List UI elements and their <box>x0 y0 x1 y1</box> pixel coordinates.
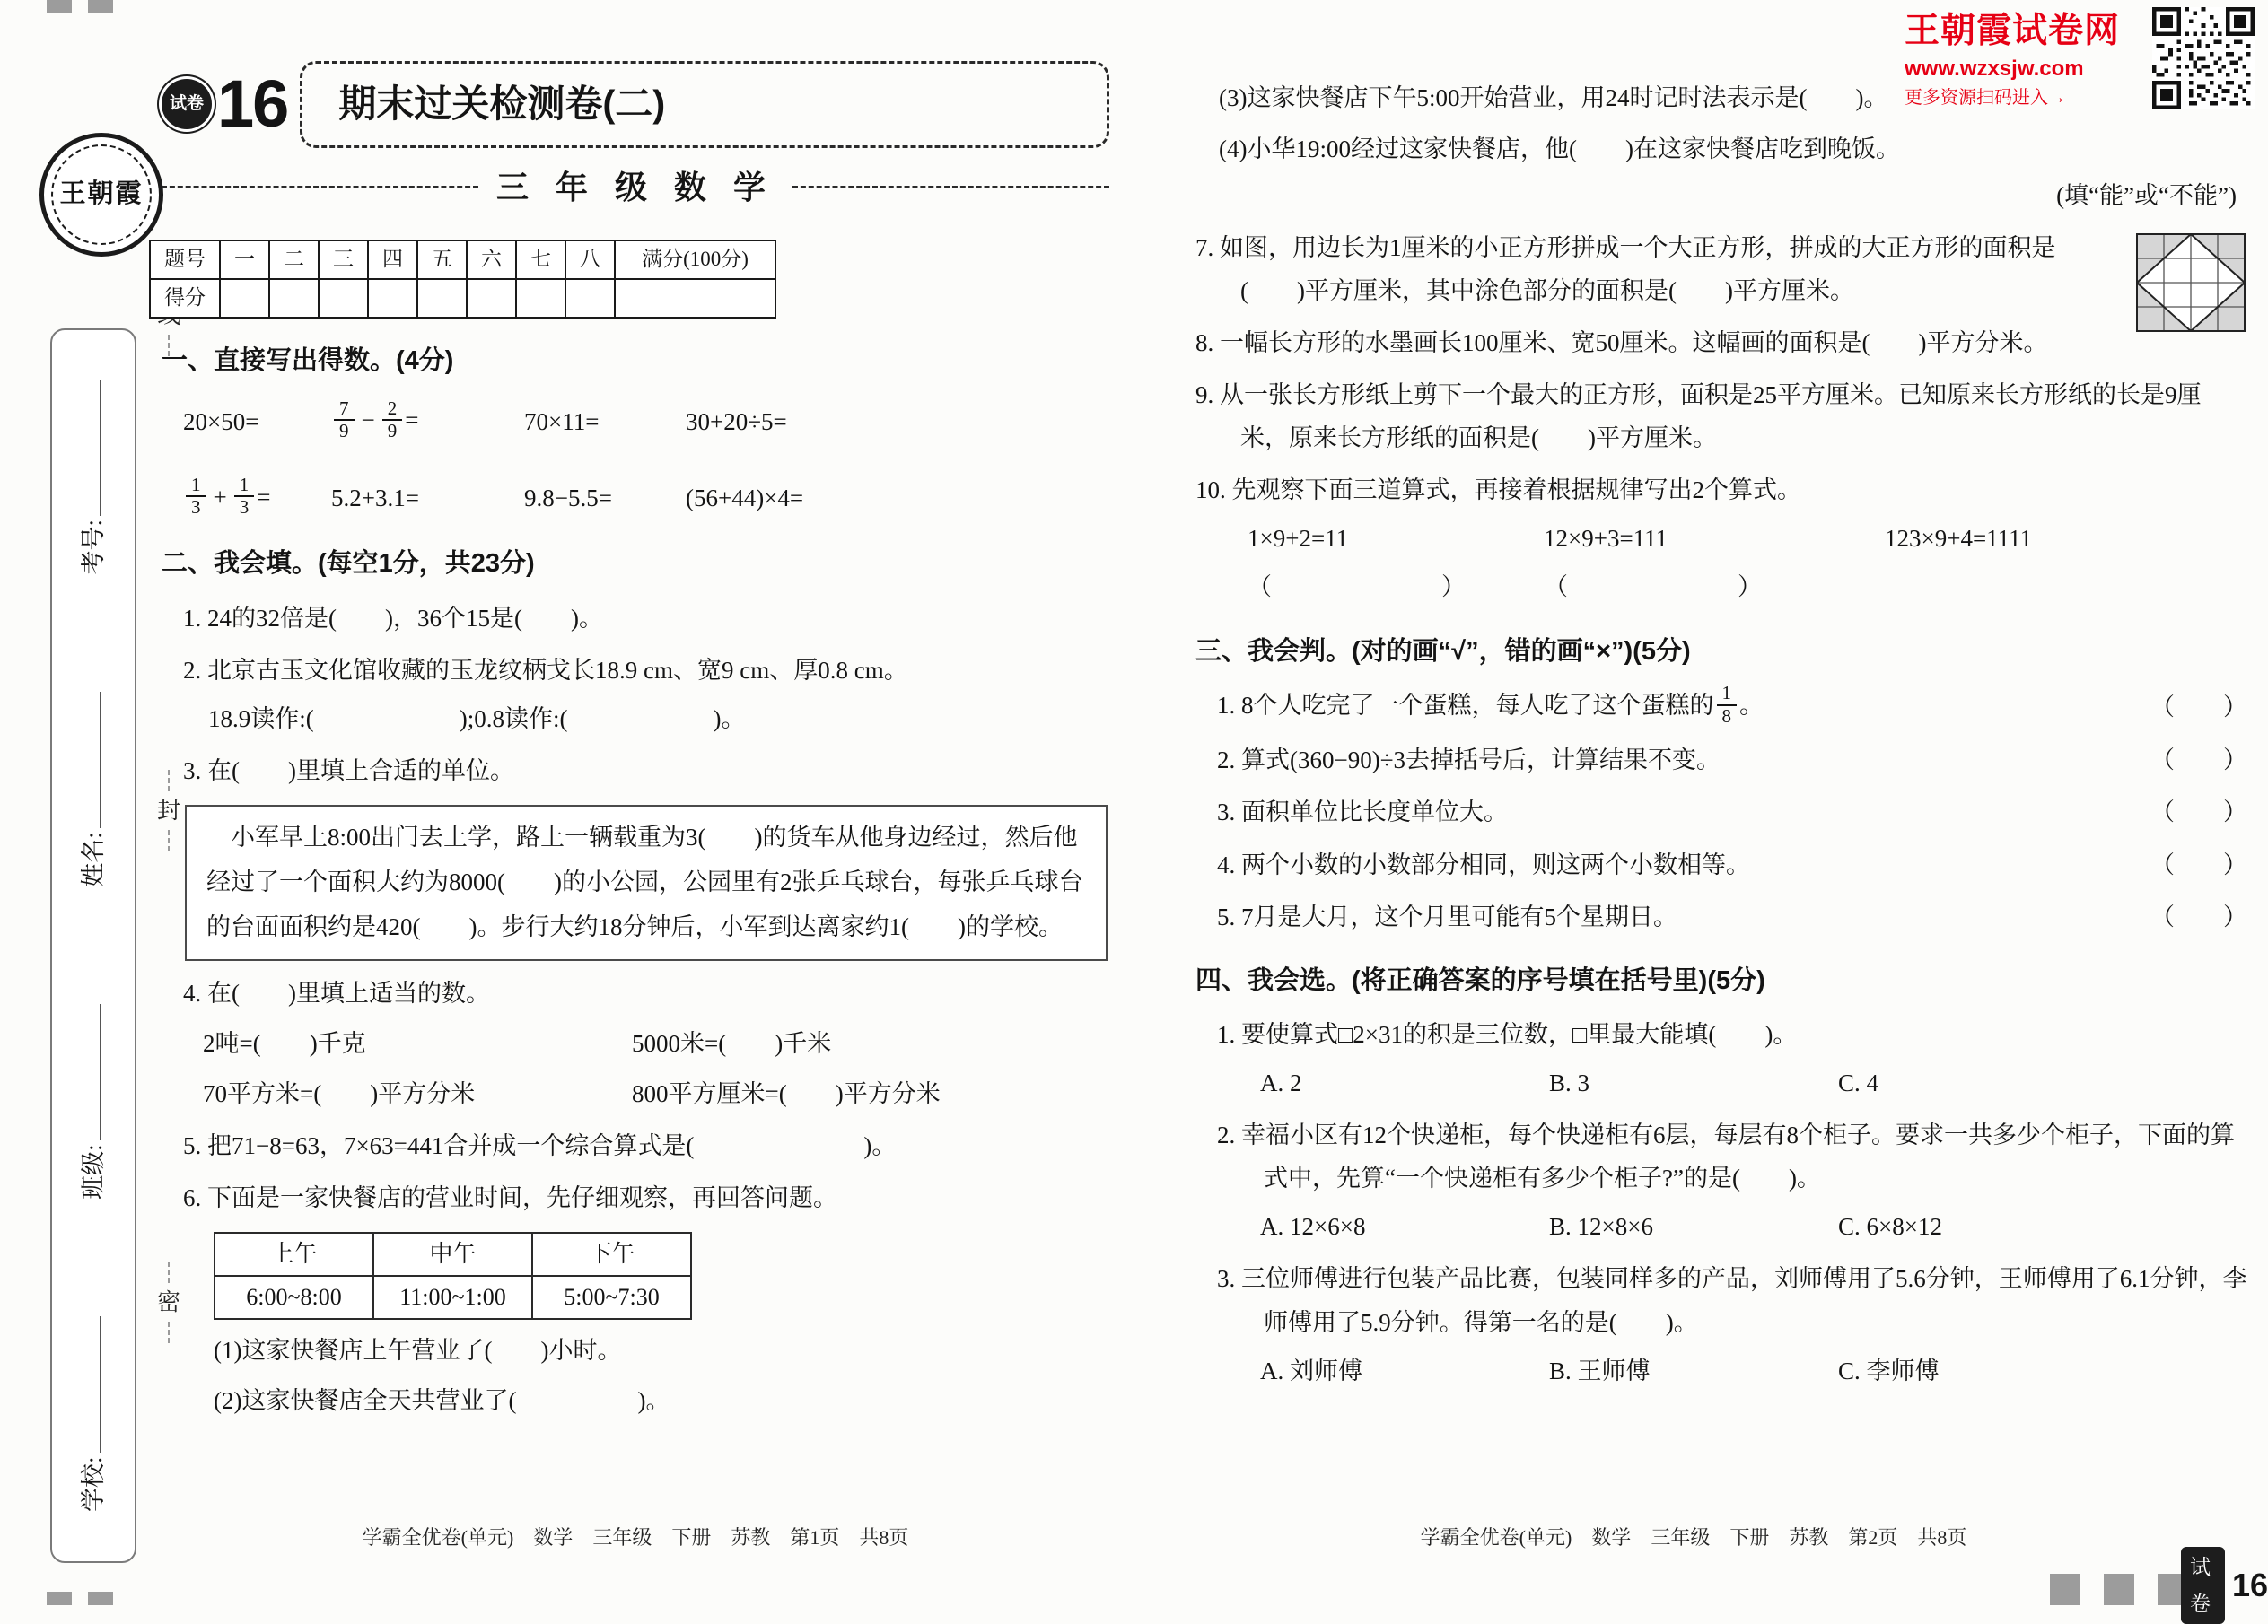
judge-item-1 <box>1195 684 2247 729</box>
fraction-numerator: 1 <box>186 475 206 498</box>
choice-option: B. 12×8×6 <box>1549 1213 1653 1241</box>
operator: + <box>213 483 227 511</box>
fraction <box>186 475 206 519</box>
choice-options-3 <box>1195 1349 2247 1393</box>
field-class <box>72 1004 115 1200</box>
score-col-header: 八 <box>565 240 615 279</box>
fill-item-6: 6. 下面是一家快餐店的营业时间，先仔细观察，再回答问题。 <box>183 1183 837 1211</box>
choice-question-1: 1. 要使算式□2×31的积是三位数，□里最大能填( )。 <box>1217 1021 1798 1049</box>
score-table <box>149 240 776 319</box>
hours-value: 6:00~8:00 <box>215 1276 373 1319</box>
hours-header-row <box>215 1233 691 1276</box>
brand-site-url: www.wzxsjw.com <box>1905 56 2084 81</box>
answer-blank: （ ） <box>2150 693 2247 720</box>
publisher-seal <box>39 133 163 257</box>
hours-value: 11:00~1:00 <box>373 1276 532 1319</box>
choice-option: B. 王师傅 <box>1549 1357 1651 1384</box>
seal-line-char: 密 <box>153 1256 185 1349</box>
judge-item-3 <box>1195 790 2247 834</box>
score-cell <box>467 279 516 318</box>
hours-col-header: 中午 <box>373 1233 532 1276</box>
score-cell <box>220 279 269 318</box>
score-col-header: 二 <box>269 240 319 279</box>
field-examno <box>72 380 115 575</box>
hours-values-row <box>215 1276 691 1319</box>
fraction-denominator: 9 <box>339 420 349 442</box>
paper-header <box>162 61 1109 216</box>
choice-question-2: 2. 幸福小区有12个快递柜，每个快递柜有6层，每层有8个柜子。要求一共多少个柜子，下面的算式中，先算“一个快递柜有多少个柜子?”的是( )。 <box>1217 1122 2235 1192</box>
fill-item-9: 9. 从一张长方形纸上剪下一个最大的正方形，面积是25平方厘米。已知原来长方形纸的长是9厘米，原来长方形纸的面积是( )平方厘米。 <box>1195 381 2202 452</box>
title-dashed-box <box>300 61 1109 148</box>
sub-question-3: (3)这家快餐店下午5:00开始营业，用24时记时法表示是( )。 <box>1219 84 1888 111</box>
paper-tag-number: 16 <box>2231 1566 2268 1603</box>
section-2-title: 二、我会填。(每空1分，共23分) <box>162 548 535 578</box>
score-cell <box>417 279 467 318</box>
answer-blank: （ ） <box>1544 573 1762 601</box>
print-mark <box>88 1592 113 1605</box>
publisher-seal-name: 王朝霞 <box>59 179 144 209</box>
page-1 <box>162 61 1109 1422</box>
paper-tag-label: 试卷 <box>2181 1547 2225 1624</box>
score-col-header: 五 <box>417 240 467 279</box>
fill-item-1: 1. 24的32倍是( )，36个15是( )。 <box>183 604 603 632</box>
calc-problem: 70×11= <box>524 407 600 435</box>
dash-decoration <box>162 186 478 188</box>
page-2 <box>1195 68 2247 1393</box>
answer-blank: （ ） <box>2150 799 2247 826</box>
print-mark <box>47 0 72 13</box>
pattern-equation: 1×9+2=11 <box>1248 525 1349 553</box>
pattern-blanks-row <box>1195 565 2247 608</box>
field-class-label: 班级: <box>79 1144 107 1200</box>
calc-problem <box>183 473 331 521</box>
fill-item-8: 8. 一幅长方形的水墨画长100厘米、宽50厘米。这幅画的面积是( )平方分米。 <box>1195 329 2048 357</box>
score-cell <box>368 279 417 318</box>
answer-blank: （ ） <box>2150 851 2247 878</box>
score-cell <box>319 279 368 318</box>
judge-item-5 <box>1195 895 2247 939</box>
student-fields <box>50 328 136 1563</box>
fraction <box>1717 683 1738 727</box>
page-footer-left: 学霸全优卷(单元) 数学 三年级 下册 苏教 第1页 共8页 <box>362 1526 909 1549</box>
score-table-header-row <box>150 240 775 279</box>
calc-problem: 9.8−5.5= <box>524 485 612 512</box>
fraction-numerator: 1 <box>234 475 255 498</box>
hours-value: 5:00~7:30 <box>532 1276 691 1319</box>
fraction <box>382 398 403 442</box>
fill-item-7 <box>1195 226 2247 312</box>
fill-item-2-cont: 18.9读作:( );0.8读作:( )。 <box>208 704 746 732</box>
equals-sign: = <box>257 483 271 511</box>
choice-option: B. 3 <box>1549 1070 1590 1097</box>
conversion-item: 5000米=( )千米 <box>632 1029 832 1057</box>
section-3-title: 三、我会判。(对的画“√”，错的画“×”)(5分) <box>1195 636 1691 666</box>
score-cell <box>565 279 615 318</box>
sub-question-2: (2)这家快餐店全天共营业了( )。 <box>214 1387 670 1415</box>
choice-option: C. 李师傅 <box>1838 1357 1940 1384</box>
operator: − <box>361 406 375 434</box>
field-name <box>72 692 115 887</box>
score-col-header: 一 <box>220 240 269 279</box>
judge-statement-text: 1. 8个人吃完了一个蛋糕，每人吃了这个蛋糕的 <box>1217 692 1714 720</box>
fraction-numerator: 1 <box>1717 683 1738 706</box>
conversion-item: 70平方米=( )平方分米 <box>203 1079 476 1107</box>
fill-item-10: 10. 先观察下面三道算式，再接着根据规律写出2个算式。 <box>1195 476 1801 504</box>
unit-context-box: 小军早上8:00出门去上学，路上一辆载重为3( )的货车从他身边经过，然后他经过了一个面积大约为8000( )的小公园，公园里有2张乒乓球台，每张乒乓球台的台面面积约是420( )。步行大约18分钟后，小军到达离家约1( )的学校。 <box>185 805 1108 961</box>
fill-item-7-text: 7. 如图，用边长为1厘米的小正方形拼成一个大正方形，拼成的大正方形的面积是( )平方厘米，其中涂色部分的面积是( )平方厘米。 <box>1195 234 2056 305</box>
score-table-score-row <box>150 279 775 318</box>
fraction-denominator: 8 <box>1721 704 1731 727</box>
conversion-item: 800平方厘米=( )平方分米 <box>632 1079 941 1107</box>
answer-hint-note: (填“能”或“不能”) <box>2056 182 2237 210</box>
paper-badge-label: 试卷 <box>169 94 204 114</box>
paper-subtitle: 三 年 级 数 学 <box>496 168 775 205</box>
fraction <box>334 398 355 442</box>
answer-blank: （ ） <box>2150 903 2247 930</box>
choice-option: A. 2 <box>1260 1070 1302 1097</box>
fill-item-3: 3. 在( )里填上合适的单位。 <box>183 756 514 784</box>
choice-option: C. 4 <box>1838 1070 1879 1097</box>
fraction-denominator: 3 <box>191 496 201 519</box>
section-4-title: 四、我会选。(将正确答案的序号填在括号里)(5分) <box>1195 965 1765 995</box>
field-examno-label: 考号: <box>79 520 107 575</box>
fraction-denominator: 9 <box>387 420 398 442</box>
fill-item-5: 5. 把71−8=63，7×63=441合并成一个综合算式是( )。 <box>183 1131 897 1159</box>
judge-statement: 2. 算式(360−90)÷3去掉括号后，计算结果不变。 <box>1217 747 1721 774</box>
paper-badge-icon <box>162 79 212 129</box>
seal-line-char: 封 <box>153 764 185 857</box>
field-school-label: 学校: <box>79 1456 107 1512</box>
field-examno-blank <box>80 380 101 516</box>
calc-problem: (56+44)×4= <box>686 485 804 512</box>
print-mark <box>47 1592 72 1605</box>
field-school-blank <box>80 1316 101 1453</box>
page-footer-right: 学霸全优卷(单元) 数学 三年级 下册 苏教 第2页 共8页 <box>1420 1526 1967 1549</box>
judge-statement: 5. 7月是大月，这个月里可能有5个星期日。 <box>1217 903 1677 930</box>
choice-question-3: 3. 三位师傅进行包装产品比赛，包装同样多的产品，刘师傅用了5.6分钟，王师傅用了6.1分钟，李师傅用了5.9分钟。得第一名的是( )。 <box>1217 1265 2247 1336</box>
pattern-equations-row <box>1195 517 2247 560</box>
calc-problem: 20×50= <box>183 407 259 435</box>
field-school <box>72 1316 115 1512</box>
score-cell <box>615 279 775 318</box>
fill-item-4: 4. 在( )里填上适当的数。 <box>183 979 490 1007</box>
score-col-header: 题号 <box>150 240 220 279</box>
score-row-label: 得分 <box>150 279 220 318</box>
conversion-row <box>162 1072 1109 1115</box>
field-name-label: 姓名: <box>79 832 107 887</box>
fraction-numerator: 7 <box>334 398 355 422</box>
score-col-header: 满分(100分) <box>615 240 775 279</box>
equals-sign: = <box>405 406 419 434</box>
business-hours-table <box>214 1232 692 1321</box>
paper-title: 期末过关检测卷(二) <box>338 83 666 125</box>
choice-options-2 <box>1195 1205 2247 1248</box>
sub-question-4: (4)小华19:00经过这家快餐店，他( )在这家快餐店吃到晚饭。 <box>1219 135 1900 163</box>
hours-col-header: 上午 <box>215 1233 373 1276</box>
fraction-denominator: 3 <box>239 496 250 519</box>
calc-problem: 5.2+3.1= <box>331 485 419 512</box>
choice-option: C. 6×8×12 <box>1838 1213 1942 1241</box>
answer-blank: （ ） <box>1248 573 1466 601</box>
fill-item-2: 2. 北京古玉文化馆收藏的玉龙纹柄戈长18.9 cm、宽9 cm、厚0.8 cm。 <box>183 656 908 684</box>
score-col-header: 三 <box>319 240 368 279</box>
square-grid-figure <box>2136 233 2246 332</box>
paper-number-badge <box>162 66 288 142</box>
calc-problems <box>162 398 1109 521</box>
paper-number: 16 <box>217 66 288 142</box>
score-cell <box>269 279 319 318</box>
brand-scan-hint: 更多资源扫码进入→ <box>1905 87 2066 108</box>
score-col-header: 六 <box>467 240 516 279</box>
judge-statement-text: 。 <box>1739 692 1764 720</box>
field-class-blank <box>80 1004 101 1140</box>
fraction <box>234 475 255 519</box>
fraction-numerator: 2 <box>382 398 403 422</box>
judge-statement: 4. 两个小数的小数部分相同，则这两个小数相等。 <box>1217 851 1750 878</box>
calc-problem: 30+20÷5= <box>686 407 787 435</box>
pattern-equation: 12×9+3=111 <box>1544 525 1668 553</box>
choice-option: A. 12×6×8 <box>1260 1213 1366 1241</box>
judge-item-2 <box>1195 738 2247 781</box>
judge-item-4 <box>1195 843 2247 886</box>
calc-problem <box>331 398 524 444</box>
paper-tag <box>2181 1547 2268 1624</box>
hours-col-header: 下午 <box>532 1233 691 1276</box>
score-col-header: 四 <box>368 240 417 279</box>
conversion-row <box>162 1022 1109 1065</box>
dash-decoration <box>792 186 1109 188</box>
score-cell <box>516 279 565 318</box>
score-col-header: 七 <box>516 240 565 279</box>
section-1-title: 一、直接写出得数。(4分) <box>162 345 454 375</box>
brand-site-name: 王朝霞试卷网 <box>1905 12 2121 50</box>
print-mark <box>2104 1574 2134 1605</box>
judge-statement <box>1217 684 1764 729</box>
choice-option: A. 刘师傅 <box>1260 1357 1362 1384</box>
answer-blank: （ ） <box>2150 747 2247 774</box>
sub-question-1: (1)这家快餐店上午营业了( )小时。 <box>214 1337 622 1365</box>
judge-statement: 3. 面积单位比长度单位大。 <box>1217 799 1508 826</box>
pattern-equation: 123×9+4=1111 <box>1885 525 2033 553</box>
print-mark <box>88 0 113 13</box>
conversion-item: 2吨=( )千克 <box>203 1029 366 1057</box>
choice-options-1 <box>1195 1061 2247 1104</box>
field-name-blank <box>80 692 101 828</box>
print-mark <box>2050 1574 2080 1605</box>
